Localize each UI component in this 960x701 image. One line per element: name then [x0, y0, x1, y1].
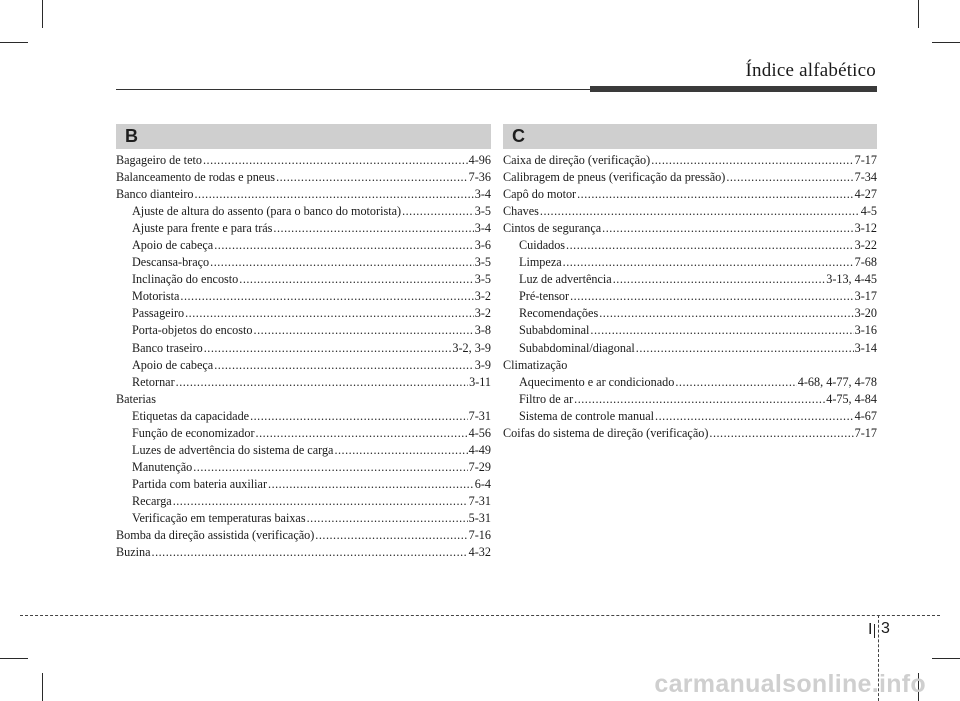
index-entry-label: Baterias: [116, 391, 156, 406]
index-entry: [116, 220, 491, 237]
index-entry: [116, 169, 491, 186]
dot-leader: [636, 340, 854, 357]
index-entry-page: 3-5: [474, 204, 491, 219]
index-entry-label: Retornar: [132, 374, 175, 389]
index-entry-page: 3-11: [469, 374, 491, 389]
index-entry-label: Cuidados: [519, 238, 566, 253]
index-entry-page: 3-4: [474, 187, 491, 202]
index-entry: [116, 493, 491, 510]
section-letter-b: B: [116, 124, 491, 149]
index-entry-page: 7-17: [854, 425, 877, 440]
index-entry-label: Banco traseiro: [132, 340, 203, 355]
index-entry-label: Coifas do sistema de direção (verificação): [503, 425, 709, 440]
dot-leader: [254, 322, 474, 339]
dot-leader: [268, 476, 474, 493]
crop-mark: [0, 42, 28, 43]
crop-mark: [932, 42, 960, 43]
index-entry: [116, 510, 491, 527]
index-entry-page: 5-31: [468, 510, 491, 525]
index-entry: [116, 442, 491, 459]
index-entry: [116, 152, 491, 169]
index-entry: [503, 305, 877, 322]
index-entry: [503, 271, 877, 288]
index-entry-page: 3-14: [854, 340, 877, 355]
index-entry-label: Apoio de cabeça: [132, 357, 214, 372]
index-entry-label: Partida com bateria auxiliar: [132, 476, 268, 491]
index-entry-label: Recarga: [132, 493, 172, 508]
index-column-c: [503, 152, 877, 442]
index-entry-label: Calibragem de pneus (verificação da pressão): [503, 170, 726, 185]
index-entry-page: 4-68, 4-77, 4-78: [797, 374, 877, 389]
index-entry: [116, 408, 491, 425]
index-entry: [503, 408, 877, 425]
index-entry: [503, 322, 877, 339]
index-entry: [116, 322, 491, 339]
index-entry-label: Filtro de ar: [519, 391, 574, 406]
index-entry: [116, 527, 491, 544]
index-entry-label: Motorista: [132, 289, 180, 304]
dot-leader: [675, 374, 796, 391]
index-entry-page: 3-22: [854, 238, 877, 253]
index-entry-label: Luzes de advertência do sistema de carga: [132, 442, 334, 457]
dot-leader: [315, 527, 467, 544]
index-entry: [503, 186, 877, 203]
index-entry-label: Chaves: [503, 204, 539, 219]
dot-leader: [540, 203, 860, 220]
dot-leader: [402, 203, 474, 220]
index-entry-label: Ajuste de altura do assento (para o banco do motorista): [132, 204, 402, 219]
index-entry-page: 7-17: [854, 153, 877, 167]
index-entry-page: 3-6: [474, 238, 491, 253]
index-entry: [116, 203, 491, 220]
index-entry-label: Manutenção: [132, 459, 193, 474]
index-entry-page: 4-5: [860, 204, 877, 219]
index-entry: [503, 391, 877, 408]
dot-leader: [574, 391, 825, 408]
index-entry-page: 4-75, 4-84: [826, 391, 877, 406]
index-entry-label: Passageiro: [132, 306, 185, 321]
index-entry-page: 7-29: [468, 459, 491, 474]
index-entry: [116, 237, 491, 254]
index-entry-page: 7-31: [468, 408, 491, 423]
index-entry-page: 4-96: [468, 153, 491, 167]
dot-leader: [173, 493, 468, 510]
dot-leader: [602, 220, 854, 237]
index-entry: [503, 340, 877, 357]
index-entry-label: Banco dianteiro: [116, 187, 194, 202]
index-entry-label: Recomendações: [519, 306, 599, 321]
index-entry-page: 3-2: [474, 289, 491, 304]
index-entry-label: Buzina: [116, 545, 151, 560]
dot-leader: [570, 288, 854, 305]
page-number-separator: [874, 624, 875, 638]
dot-leader: [256, 425, 468, 442]
index-entry: [116, 288, 491, 305]
index-entry-label: Etiquetas da capacidade: [132, 408, 250, 423]
index-entry-label: Bomba da direção assistida (verificação): [116, 528, 315, 543]
index-entry-page: 3-9: [474, 357, 491, 372]
index-entry-label: Pré-tensor: [519, 289, 570, 304]
dot-leader: [273, 220, 473, 237]
index-entry-label: Subabdominal: [519, 323, 590, 338]
dot-leader: [176, 374, 468, 391]
index-entry-page: 3-2, 3-9: [452, 340, 491, 355]
index-entry: [116, 254, 491, 271]
dot-leader: [239, 271, 473, 288]
index-entry-page: 3-20: [854, 306, 877, 321]
header-rule-accent: [590, 86, 877, 92]
index-entry-page: 3-4: [474, 221, 491, 236]
page-header-title: Índice alfabético: [745, 60, 876, 81]
dot-leader: [204, 340, 452, 357]
index-entry: [116, 459, 491, 476]
index-heading: [116, 391, 491, 408]
index-entry-label: Inclinação do encosto: [132, 272, 239, 287]
index-entry-page: 3-12: [854, 221, 877, 236]
index-entry-label: Capô do motor: [503, 187, 577, 202]
dot-leader: [334, 442, 467, 459]
index-entry-page: 3-13, 4-45: [826, 272, 877, 287]
index-entry-page: 4-49: [468, 442, 491, 457]
index-entry-page: 7-16: [468, 528, 491, 543]
index-entry-page: 4-27: [854, 187, 877, 202]
index-entry: [116, 476, 491, 493]
index-entry-page: 3-5: [474, 255, 491, 270]
crop-mark: [42, 0, 43, 28]
index-heading: [503, 357, 877, 374]
index-entry-page: 6-4: [474, 476, 491, 491]
crop-mark: [918, 0, 919, 28]
index-entry-label: Balanceamento de rodas e pneus: [116, 170, 276, 185]
index-entry-label: Aquecimento e ar condicionado: [519, 374, 675, 389]
index-entry-label: Apoio de cabeça: [132, 238, 214, 253]
dot-leader: [214, 357, 474, 374]
index-entry-label: Ajuste para frente e para trás: [132, 221, 273, 236]
index-entry: [116, 305, 491, 322]
index-entry-label: Luz de advertência: [519, 272, 612, 287]
dot-leader: [726, 169, 853, 186]
dot-leader: [566, 237, 854, 254]
dot-leader: [651, 152, 853, 169]
crop-mark: [42, 673, 43, 701]
dot-leader: [214, 237, 474, 254]
index-entry-label: Bagageiro de teto: [116, 153, 202, 167]
index-entry: [503, 425, 877, 442]
index-entry-page: 3-5: [474, 272, 491, 287]
index-entry-label: Subabdominal/diagonal: [519, 340, 635, 355]
index-entry: [503, 374, 877, 391]
index-entry-page: 7-68: [854, 255, 877, 270]
index-entry: [503, 254, 877, 271]
chapter-label: I: [868, 621, 873, 638]
dot-leader: [193, 459, 467, 476]
index-entry-page: 7-36: [468, 170, 491, 185]
index-entry-label: Climatização: [503, 357, 568, 372]
index-entry-label: Verificação em temperaturas baixas: [132, 510, 306, 525]
index-entry-label: Porta-objetos do encosto: [132, 323, 253, 338]
dot-leader: [185, 305, 474, 322]
dot-leader: [590, 322, 853, 339]
index-entry: [116, 186, 491, 203]
index-entry-label: Descansa-braço: [132, 255, 210, 270]
dot-leader: [307, 510, 468, 527]
crop-mark: [932, 658, 960, 659]
dot-leader: [563, 254, 854, 271]
dot-leader: [599, 305, 853, 322]
index-entry: [503, 203, 877, 220]
dot-leader: [210, 254, 474, 271]
crop-mark: [0, 658, 28, 659]
watermark: carmanualsonline.info: [654, 670, 926, 698]
dot-leader: [613, 271, 826, 288]
index-entry-label: Função de economizador: [132, 425, 255, 440]
index-entry: [503, 288, 877, 305]
index-entry-page: 3-8: [474, 323, 491, 338]
index-entry-page: 3-17: [854, 289, 877, 304]
index-entry: [116, 425, 491, 442]
index-entry-label: Limpeza: [519, 255, 562, 270]
dot-leader: [180, 288, 473, 305]
index-entry-page: 3-2: [474, 306, 491, 321]
dot-leader: [250, 408, 468, 425]
dot-leader: [203, 152, 468, 169]
index-entry-page: 7-31: [468, 493, 491, 508]
dot-leader: [655, 408, 854, 425]
index-entry-label: Sistema de controle manual: [519, 408, 655, 423]
index-entry-label: Caixa de direção (verificação): [503, 153, 651, 167]
dot-leader: [577, 186, 854, 203]
dot-leader: [276, 169, 468, 186]
index-entry: [503, 152, 877, 169]
index-entry: [116, 340, 491, 357]
index-entry-page: 4-56: [468, 425, 491, 440]
index-entry-page: 7-34: [854, 170, 877, 185]
dot-leader: [152, 544, 468, 561]
index-entry-page: 3-16: [854, 323, 877, 338]
index-entry: [116, 271, 491, 288]
index-entry: [503, 220, 877, 237]
index-entry-label: Cintos de segurança: [503, 221, 602, 236]
index-entry: [116, 374, 491, 391]
page-number: 3: [881, 620, 890, 637]
index-column-b: [116, 152, 491, 561]
index-entry: [116, 357, 491, 374]
index-entry-page: 4-32: [468, 545, 491, 560]
index-entry: [503, 237, 877, 254]
index-entry-page: 4-67: [854, 408, 877, 423]
index-entry: [116, 544, 491, 561]
dot-leader: [195, 186, 474, 203]
header-rule: [116, 89, 590, 90]
index-entry: [503, 169, 877, 186]
section-letter-c: C: [503, 124, 877, 149]
footer-rule: [20, 615, 940, 616]
dot-leader: [709, 425, 853, 442]
